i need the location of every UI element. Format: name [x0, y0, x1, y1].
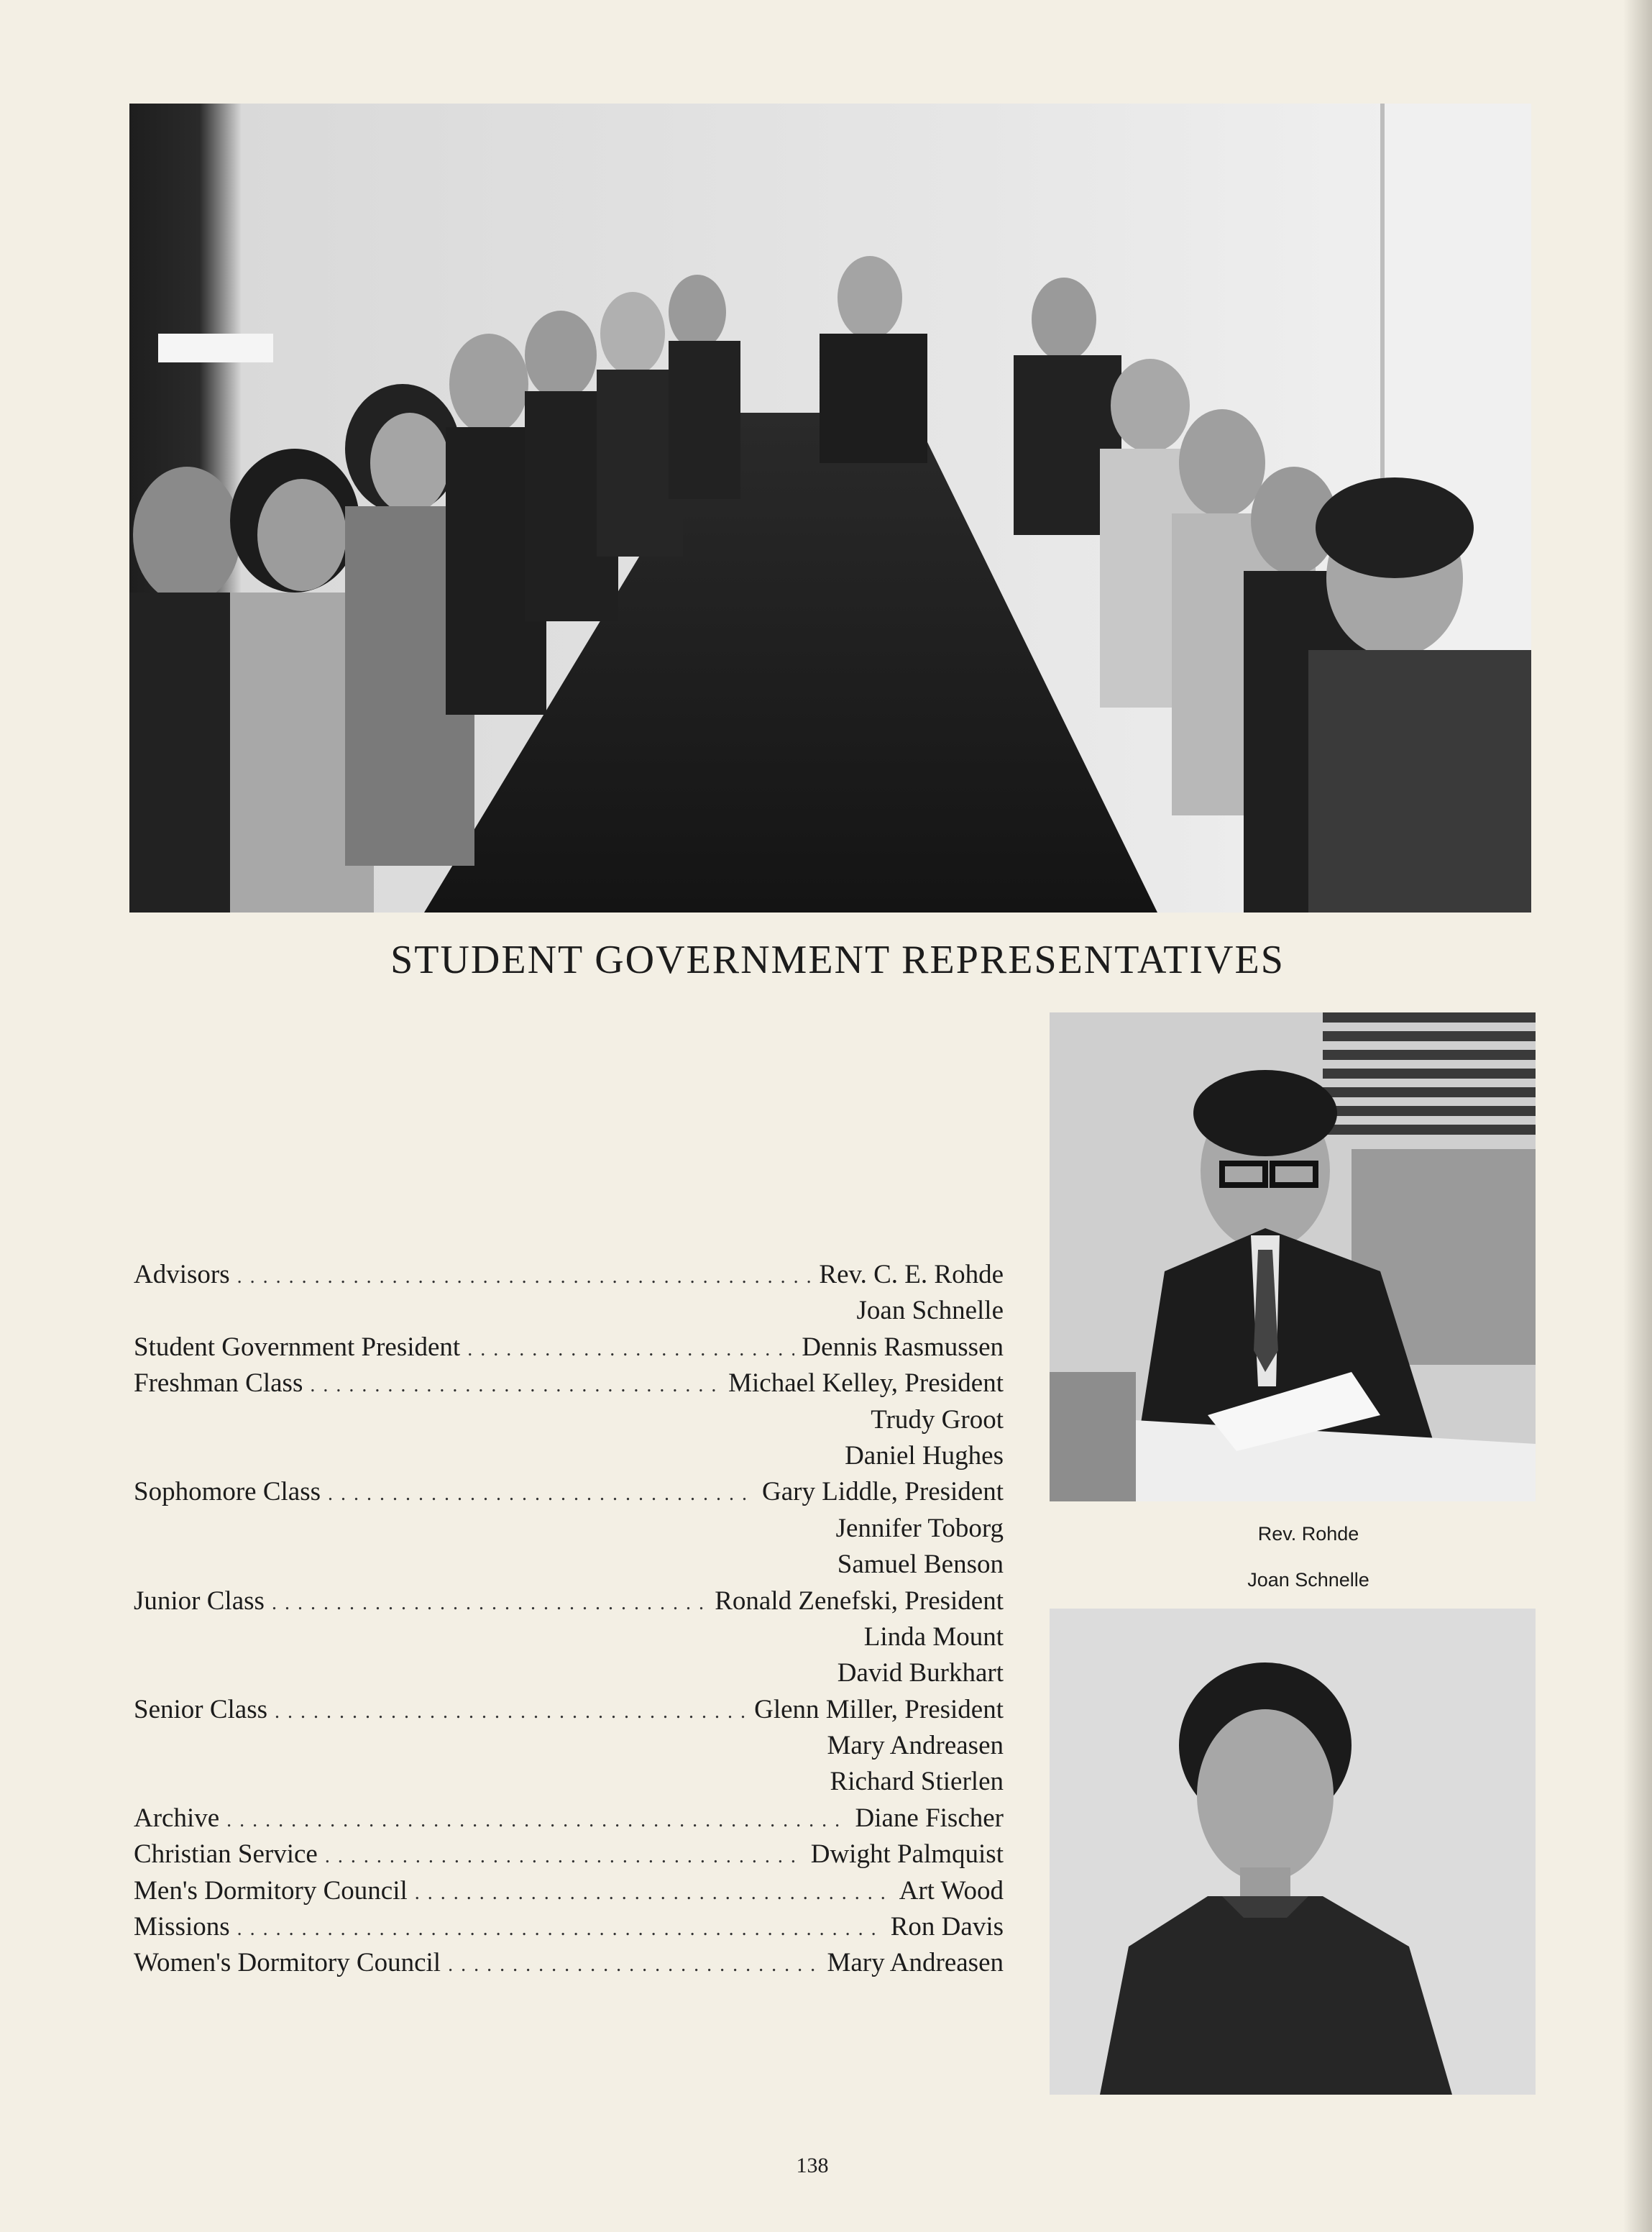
roster-row [134, 1909, 1004, 1945]
roster-value: Art Wood [899, 1875, 1004, 1906]
roster-value: Glenn Miller, President [754, 1694, 1004, 1724]
roster-value: Linda Mount [863, 1622, 1004, 1652]
roster-row [134, 1692, 1004, 1728]
roster-value: Jennifer Toborg [835, 1513, 1004, 1543]
roster-row [134, 1764, 1004, 1800]
portrait-rohde [1050, 1012, 1536, 1501]
roster-row [134, 1402, 1004, 1438]
roster-value: Samuel Benson [837, 1550, 1004, 1580]
leader-dots [310, 1368, 721, 1404]
caption-schnelle: Joan Schnelle [1247, 1569, 1369, 1591]
leader-dots [272, 1586, 707, 1622]
roster-row [134, 1837, 1004, 1872]
leader-dots [275, 1694, 747, 1730]
roster-row [134, 1945, 1004, 1981]
roster-row [134, 1655, 1004, 1691]
roster-label: Women's Dormitory Council [134, 1948, 441, 1978]
roster-value: Gary Liddle, President [762, 1477, 1004, 1507]
roster-row [134, 1728, 1004, 1764]
page-headline: STUDENT GOVERNMENT REPRESENTATIVES [390, 938, 1285, 982]
roster-row [134, 1330, 1004, 1366]
roster-value: Ronald Zenefski, President [715, 1586, 1004, 1616]
roster-row [134, 1583, 1004, 1619]
leader-dots [415, 1875, 892, 1911]
leader-dots [328, 1476, 755, 1512]
roster-value: Mary Andreasen [827, 1948, 1004, 1978]
portrait-schnelle [1050, 1609, 1536, 2095]
roster-row [134, 1474, 1004, 1510]
leader-dots [325, 1839, 804, 1875]
roster-value: Richard Stierlen [830, 1767, 1004, 1797]
page-number: 138 [796, 2154, 829, 2177]
roster-row [134, 1801, 1004, 1837]
leader-dots [237, 1911, 884, 1947]
roster-row [134, 1619, 1004, 1655]
roster-row [134, 1438, 1004, 1474]
roster-row [134, 1873, 1004, 1909]
roster-label: Junior Class [134, 1586, 265, 1616]
roster-label: Student Government President [134, 1332, 461, 1362]
portrait-schnelle-image [1050, 1609, 1536, 2095]
leader-dots [467, 1332, 794, 1368]
roster-label: Missions [134, 1912, 230, 1942]
roster-label: Sophomore Class [134, 1477, 321, 1507]
portrait-rohde-image [1050, 1012, 1536, 1501]
group-photo [129, 104, 1531, 913]
roster-value: Mary Andreasen [827, 1731, 1004, 1761]
roster-value: Joan Schnelle [856, 1296, 1004, 1326]
roster-value: Diane Fischer [855, 1803, 1004, 1833]
roster-label: Men's Dormitory Council [134, 1875, 408, 1906]
roster-list [134, 1257, 1004, 1982]
roster-label: Advisors [134, 1260, 230, 1289]
roster-value: David Burkhart [837, 1658, 1004, 1688]
roster-value: Trudy Groot [871, 1404, 1004, 1435]
leader-dots [226, 1803, 848, 1839]
roster-value: Dwight Palmquist [810, 1839, 1004, 1870]
roster-row [134, 1547, 1004, 1583]
leader-dots [237, 1259, 812, 1295]
page-edge-shadow [1623, 0, 1652, 2232]
roster-value: Rev. C. E. Rohde [819, 1260, 1004, 1289]
group-photo-image [129, 104, 1531, 913]
roster-row [134, 1511, 1004, 1547]
roster-label: Christian Service [134, 1839, 318, 1870]
leader-dots [448, 1947, 820, 1983]
roster-row [134, 1257, 1004, 1293]
roster-value: Ron Davis [890, 1912, 1004, 1942]
roster-value: Dennis Rasmussen [802, 1332, 1004, 1362]
roster-label: Archive [134, 1803, 220, 1833]
roster-label: Senior Class [134, 1694, 268, 1724]
roster-value: Daniel Hughes [845, 1440, 1004, 1471]
roster-value: Michael Kelley, President [728, 1368, 1004, 1399]
roster-label: Freshman Class [134, 1368, 303, 1399]
roster-row [134, 1366, 1004, 1401]
roster-row [134, 1293, 1004, 1329]
caption-rohde: Rev. Rohde [1257, 1523, 1359, 1545]
